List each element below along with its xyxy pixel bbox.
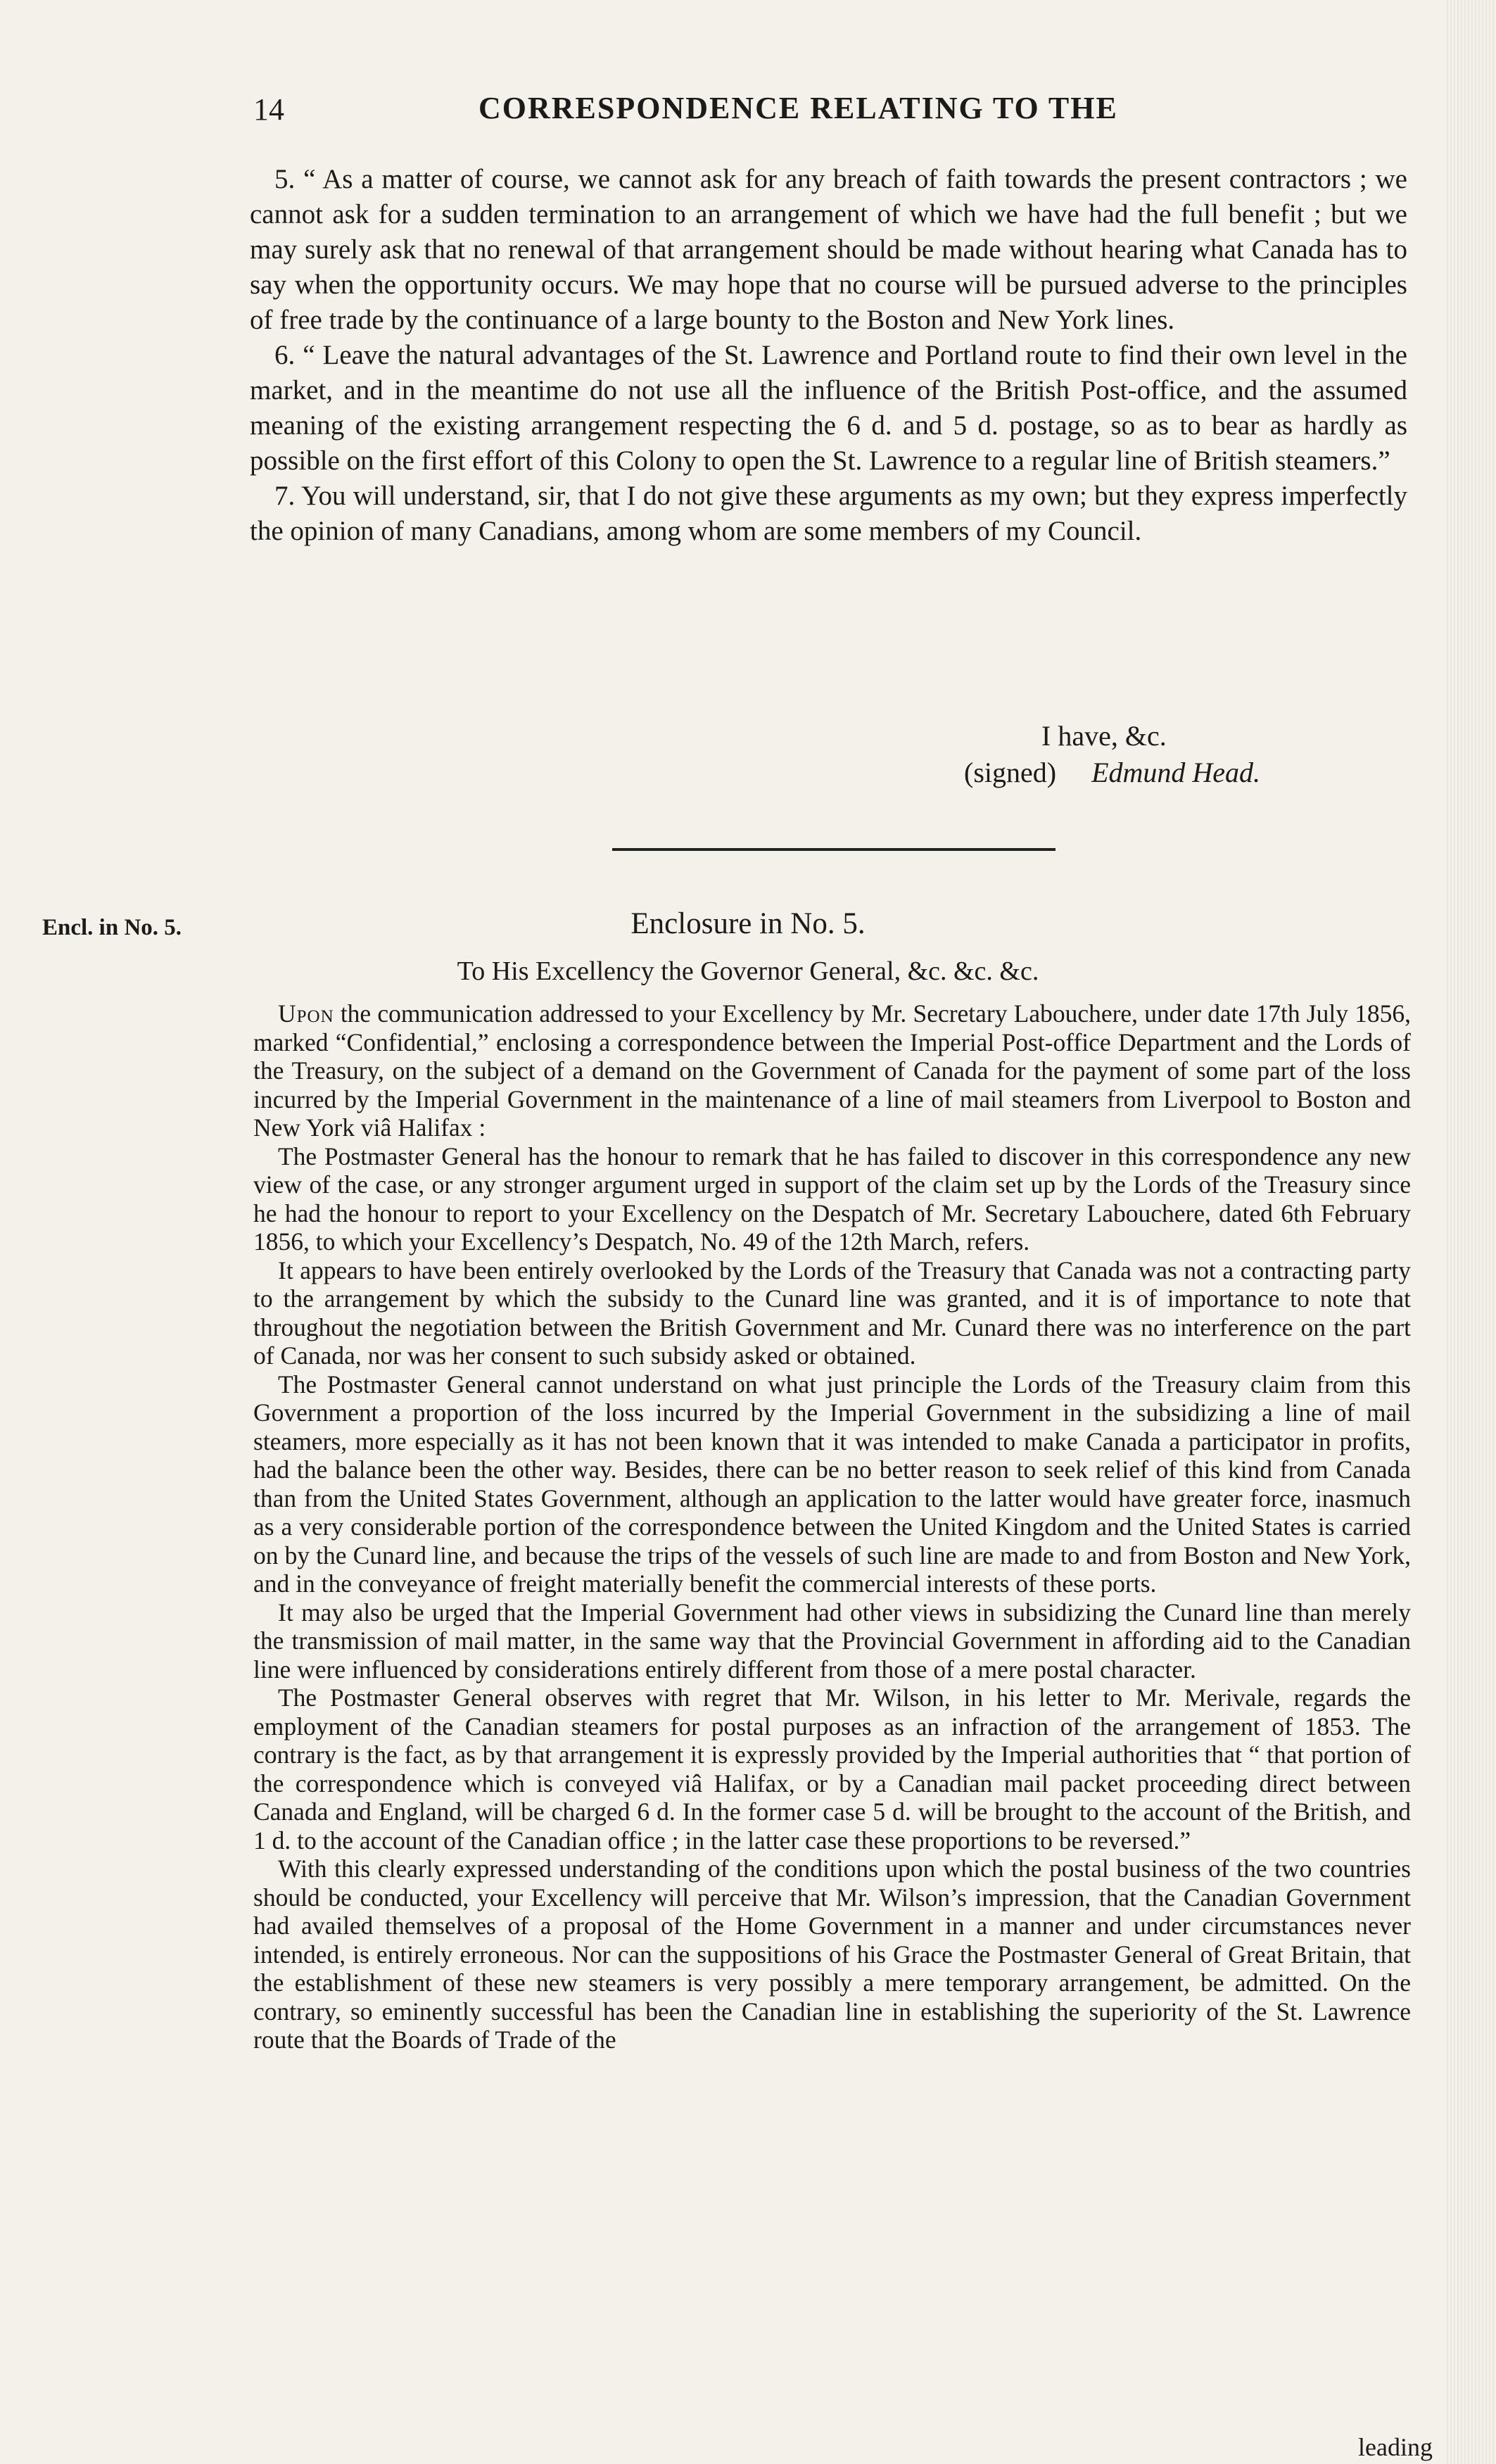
catchword: leading (1358, 2433, 1433, 2461)
letter-signoff (964, 718, 1414, 791)
running-head: CORRESPONDENCE RELATING TO THE (478, 91, 1118, 125)
enclosure-paragraph-1 (253, 999, 1411, 1142)
page-header (253, 84, 1407, 148)
page-edge-texture (1447, 0, 1496, 2464)
enclosure-paragraph-2: The Postmaster General has the honour to remark that he has failed to discover in this correspondence any new view of the case, or any stronger argument urged in support of the claim set up by the Lords of the Treasury since he had the honour to report to your Excellency on the Despatch of Mr. Secretary Labouchere, dated 6th February 1856, to which your Excellency’s Despatch, No. 49 of the 12th March, refers. (253, 1142, 1411, 1256)
enclosure-paragraph-7: With this clearly expressed understanding of the conditions upon which the postal business of the two countries should be conducted, your Excellency will perceive that Mr. Wilson’s impression, that the Canadian Government had availed themselves of a proposal of the Home Government in a manner and under circumstances never intended, is entirely erroneous. Nor can the suppositions of his Grace the Postmaster General of Great Britain, that the establishment of these new steamers is very possibly a mere temporary arrangement, be admitted. On the contrary, so eminently successful has been the Canadian line in establishing the superiority of the St. Lawrence route that the Boards of Trade of the (253, 1855, 1411, 2054)
enclosure-paragraph-6: The Postmaster General observes with regret that Mr. Wilson, in his letter to Mr. Merivale, regards the employment of the Canadian steamers for postal purposes as an infraction of the arrangement of 1853. The contrary is the fact, as by that arrangement it is expressly provided by the Imperial authorities that “ that portion of the correspondence which is conveyed viâ Halifax, or by a Canadian mail packet proceeding direct between Canada and England, will be charged 6 d. In the former case 5 d. will be brought to the account of the British, and 1 d. to the account of the Canadian office ; in the latter case these proportions to be reversed.” (253, 1683, 1411, 1855)
signature: Edmund Head. (1091, 757, 1261, 788)
closing-line: I have, &c. (1041, 720, 1167, 752)
enclosure-paragraph-4: The Postmaster General cannot understand on what just principle the Lords of the Treasury claim from this Government a proportion of the loss incurred by the Imperial Government in the subsidizing a line of mail steamers, more especially as it has not been known that it was intended to make Canada a participator in profits, had the balance been the other way. Besides, there can be no better reason to seek relief of this kind from Canada than from the United States Government, although an application to the latter would have greater force, inasmuch as a very considerable portion of the correspondence between the United Kingdom and the United States is carried on by the Cunard line, and because the trips of the vessels of such line are made to and from Boston and New York, and in the conveyance of freight materially benefit the commercial interests of these ports. (253, 1370, 1411, 1598)
letter-paragraph-6: 6. “ Leave the natural advantages of the St. Lawrence and Portland route to find their own level in the market, and in the meantime do not use all the influence of the British Post-office, and the assumed meaning of the existing arrangement respecting the 6 d. and 5 d. postage, so as to bear as hardly as possible on the first effort of this Colony to open the St. Lawrence to a regular line of British steamers.” (250, 340, 1407, 476)
enclosure-salutation: To His Excellency the Governor General, &c. &c. &c. (457, 956, 1039, 986)
enclosure-body (253, 999, 1411, 2054)
signature-line (964, 754, 1414, 791)
letter-body (250, 162, 1407, 549)
enclosure-paragraph-5: It may also be urged that the Imperial Government had other views in subsidizing the Cunard line than merely the transmission of mail matter, in the same way that the Provincial Government in affording aid to the Canadian line were influenced by considerations entirely different from those of a mere postal character. (253, 1598, 1411, 1683)
letter-paragraph-7: 7. You will understand, sir, that I do not give these arguments as my own; but they express imperfectly the opinion of many Canadians, among whom are some members of my Council. (250, 481, 1407, 546)
opening-word: Upon (278, 999, 334, 1028)
section-divider (612, 848, 1056, 851)
margin-note: Encl. in No. 5. (42, 915, 182, 940)
enclosure-title: Enclosure in No. 5. (630, 907, 866, 940)
letter-paragraph-5: 5. “ As a matter of course, we cannot ask for any breach of faith towards the present contractors ; we cannot ask for a sudden termination to an arrangement of which we have had the full benefit ; but we may surely ask that no renewal of that arrangement should be made without hearing what Canada has to say when the opportunity occurs. We may hope that no course will be pursued adverse to the principles of free trade by the continuance of a large bounty to the Boston and New York lines. (250, 164, 1407, 335)
page-number: 14 (253, 92, 284, 127)
enclosure-paragraph-3: It appears to have been entirely overlooked by the Lords of the Treasury that Canada was not a contracting party to the arrangement by which the subsidy to the Cunard line was granted, and it is of importance to note that throughout the negotiation between the British Government and Mr. Cunard there was no interference on the part of Canada, nor was her consent to such subsidy asked or obtained. (253, 1256, 1411, 1370)
signed-label: (signed) (964, 757, 1057, 788)
enclosure-paragraph-1-text: the communication addressed to your Excellency by Mr. Secretary Labouchere, under date 17th July 1856, marked “Confidential,” enclosing a correspondence between the Imperial Post-office Department and the Lords of the Treasury, on the subject of a demand on the Government of Canada for the payment of some part of the loss incurred by the Imperial Government in the maintenance of a line of mail steamers from Liverpool to Boston and New York viâ Halifax : (253, 999, 1411, 1142)
